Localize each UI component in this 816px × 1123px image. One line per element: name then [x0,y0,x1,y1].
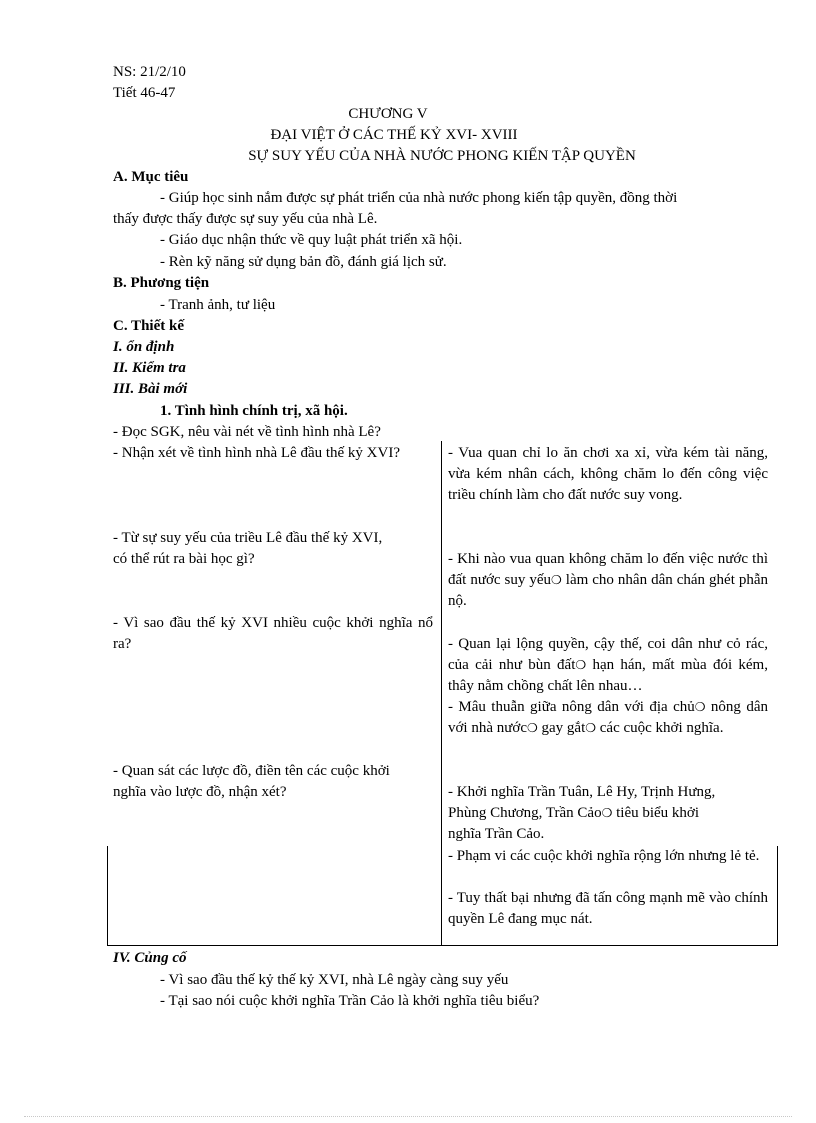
section-iv-heading: IV. Củng cố [113,950,187,966]
table-bottom-border [107,945,778,946]
objective-1: - Giúp học sinh nắm được sự phát triển của nhà nước phong kiến tập quyền, đồng thời [160,190,678,206]
arrow-symbol-icon: ❍ [601,806,613,821]
objective-3: - Rèn kỹ năng sử dụng bản đồ, đánh giá lịch sử. [160,254,447,270]
chapter-subtitle: ĐẠI VIỆT Ở CÁC THẾ KỶ XVI- XVIII [270,127,518,143]
step-2-heading: II. Kiểm tra [113,360,186,376]
arrow-symbol-icon: ❍ [585,721,596,736]
question-2-line-1: - Từ sự suy yếu của triều Lê đầu thế kỷ XVI, [113,530,383,546]
answer-4b: - Phạm vi các cuộc khởi nghĩa rộng lớn nhưng lẻ tẻ. [448,848,760,864]
arrow-symbol-icon: ❍ [551,573,562,588]
review-question-2: - Tại sao nói cuộc khởi nghĩa Trần Cảo là khởi nghĩa tiêu biểu? [160,993,540,1009]
answer-3b: - Mâu thuẫn giữa nông dân với địa chủ❍ nông dân với nhà nước❍ gay gắt❍ các cuộc khởi nghĩa. [448,697,768,739]
subsection-heading: 1. Tình hình chính trị, xã hội. [160,403,348,419]
ns-date: NS: 21/2/10 [113,64,186,80]
table-right-border [777,846,778,946]
step-3-heading: III. Bài mới [113,381,188,397]
section-b-heading: B. Phương tiện [113,275,210,291]
question-4-line-2: nghĩa vào lược đồ, nhận xét? [113,784,287,800]
section-a-heading: A. Mục tiêu [113,169,189,185]
table-left-border [107,846,108,946]
arrow-symbol-icon: ❍ [694,700,706,715]
arrow-symbol-icon: ❍ [575,658,587,673]
material-1: - Tranh ảnh, tư liệu [160,297,276,313]
objective-2: - Giáo dục nhận thức về quy luật phát triển xã hội. [160,232,463,248]
section-c-heading: C. Thiết kế [113,318,184,334]
answer-4a-line-1: - Khởi nghĩa Trần Tuân, Lê Hy, Trịnh Hưng, [448,784,716,800]
question-4-line-1: - Quan sát các lược đồ, điền tên các cuộc khởi [113,763,390,779]
table-column-divider [441,441,442,946]
question-3: - Vì sao đầu thế kỷ XVI nhiều cuộc khởi nghĩa nổ ra? [113,615,433,652]
answer-4a-line-3: nghĩa Trần Cảo. [448,826,545,842]
answer-4a-line-2: Phùng Chương, Trần Cảo❍ tiêu biểu khởi [448,803,699,824]
answer-2: - Khi nào vua quan không chăm lo đến việc nước thì đất nước suy yếu❍ làm cho nhân dân chán ghét phẫn nộ. [448,551,769,610]
objective-1-cont: thấy được thấy được sự suy yếu của nhà Lê. [113,211,378,227]
page-footer-divider [24,1116,792,1117]
lesson-title: SỰ SUY YẾU CỦA NHÀ NƯỚC PHONG KIẾN TẬP QUYỀN [248,148,636,164]
review-question-1: - Vì sao đầu thế kỷ thế kỷ XVI, nhà Lê ngày càng suy yếu [160,972,509,988]
question-2-line-2: có thể rút ra bài học gì? [113,551,255,567]
arrow-symbol-icon: ❍ [526,721,538,736]
step-1-heading: I. ổn định [113,339,175,355]
answer-3a: - Quan lại lộng quyền, cậy thế, coi dân như cỏ rác, của cải như bùn đất❍ hạn hán, mất mùa đói kém, thây nằm chồng chất lên nhau… [448,636,768,695]
chapter-title: CHƯƠNG V [348,106,428,122]
question-1: - Nhận xét về tình hình nhà Lê đầu thế kỷ XVI? [113,445,400,461]
answer-4c: - Tuy thất bại nhưng đã tấn công mạnh mẽ vào chính quyền Lê đang mục nát. [448,890,768,927]
answer-1: - Vua quan chỉ lo ăn chơi xa xỉ, vừa kém tài năng, vừa kém nhân cách, không chăm lo đến công việc triều chính làm cho đất nước suy vong. [448,445,768,503]
intro-question: - Đọc SGK, nêu vài nét về tình hình nhà Lê? [113,424,381,440]
lesson-number: Tiết 46-47 [113,85,176,101]
